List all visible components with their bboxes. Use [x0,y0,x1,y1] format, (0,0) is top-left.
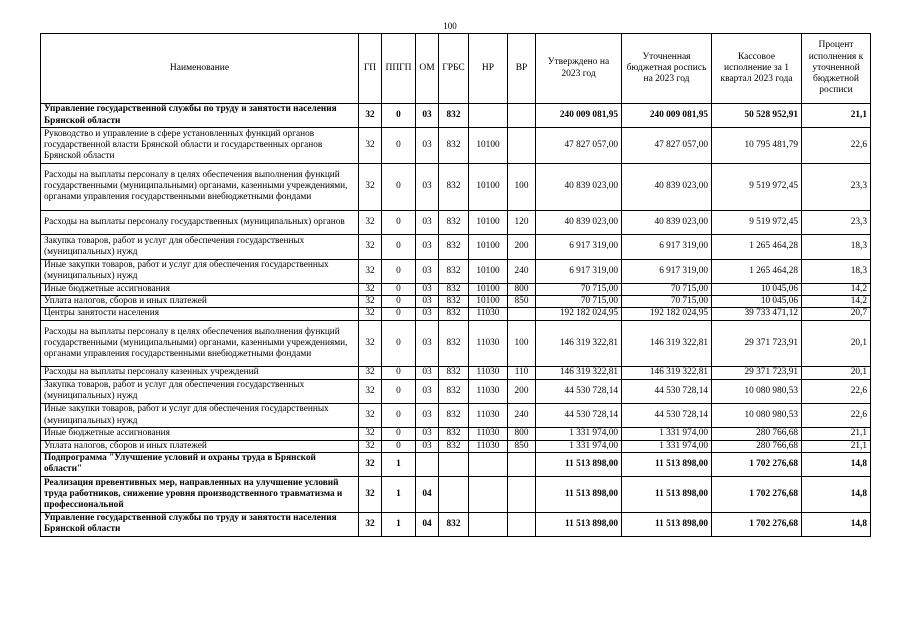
header-revised: Уточненная бюджетная роспись на 2023 год [622,34,712,104]
cell-grbs: 832 [439,128,469,164]
cell-om: 03 [416,163,439,210]
cell-ppgp: 0 [382,128,416,164]
cell-grbs: 832 [439,308,469,320]
cell-np: 10100 [469,163,508,210]
cell-vr: 200 [508,379,536,403]
cell-approved: 40 839 023,00 [536,163,622,210]
cell-approved: 44 530 728,14 [536,403,622,427]
cell-revised: 11 513 898,00 [622,477,712,513]
cell-ppgp: 1 [382,512,416,536]
table-row [41,379,871,403]
cell-gp: 32 [359,296,382,308]
cell-grbs [439,477,469,513]
cell-gp: 32 [359,283,382,295]
cell-gp: 32 [359,104,382,128]
table-row [41,403,871,427]
cell-grbs: 832 [439,403,469,427]
cell-om: 03 [416,320,439,367]
cell-om: 03 [416,296,439,308]
cell-np: 10100 [469,210,508,234]
cell-vr [508,477,536,513]
cell-np: 10100 [469,235,508,259]
cell-ppgp: 0 [382,320,416,367]
cell-name: Иные закупки товаров, работ и услуг для обеспечения государственных (муниципальных) нужд [41,259,359,283]
header-approved: Утверждено на 2023 год [536,34,622,104]
cell-vr [508,452,536,476]
cell-gp: 32 [359,235,382,259]
cell-percent: 18,3 [802,235,871,259]
cell-np: 11030 [469,403,508,427]
header-cash: Кассовое исполнение за 1 квартал 2023 года [712,34,802,104]
cell-ppgp: 0 [382,163,416,210]
cell-np: 11030 [469,320,508,367]
cell-approved: 40 839 023,00 [536,210,622,234]
cell-revised: 1 331 974,00 [622,428,712,440]
table-row [41,259,871,283]
cell-ppgp: 0 [382,104,416,128]
cell-gp: 32 [359,210,382,234]
cell-om: 04 [416,477,439,513]
cell-revised: 44 530 728,14 [622,403,712,427]
header-om: ОМ [416,34,439,104]
cell-gp: 32 [359,403,382,427]
cell-cash: 9 519 972,45 [712,163,802,210]
cell-grbs: 832 [439,320,469,367]
cell-ppgp: 0 [382,367,416,379]
header-percent: Процент исполнения к уточненной бюджетной росписи [802,34,871,104]
cell-cash: 280 766,68 [712,440,802,452]
table-row [41,477,871,513]
cell-grbs: 832 [439,379,469,403]
cell-vr: 800 [508,428,536,440]
cell-np: 11030 [469,440,508,452]
cell-om: 03 [416,283,439,295]
cell-gp: 32 [359,379,382,403]
cell-cash: 1 265 464,28 [712,259,802,283]
cell-approved: 146 319 322,81 [536,367,622,379]
cell-name: Руководство и управление в сфере установленных функций органов государственной власти Брянской области и государственных органов Брянской области [41,128,359,164]
cell-np: 10100 [469,296,508,308]
cell-revised: 40 839 023,00 [622,210,712,234]
header-name: Наименование [41,34,359,104]
cell-ppgp: 0 [382,210,416,234]
cell-name: Расходы на выплаты персоналу в целях обеспечения выполнения функций государственными (муниципальными) органами, казенными учреждениями, органами управления государственными внебюджетными фондами [41,163,359,210]
cell-name: Реализация превентивных мер, направленных на улучшение условий труда работников, снижение уровня производственного травматизма и профессиональной [41,477,359,513]
table-row [41,235,871,259]
cell-ppgp: 0 [382,440,416,452]
cell-np: 11030 [469,428,508,440]
table-row [41,210,871,234]
cell-name: Расходы на выплаты персоналу казенных учреждений [41,367,359,379]
cell-percent: 21,1 [802,104,871,128]
cell-vr: 110 [508,367,536,379]
cell-revised: 1 331 974,00 [622,440,712,452]
cell-approved: 70 715,00 [536,283,622,295]
budget-execution-table [40,33,871,537]
cell-ppgp: 0 [382,403,416,427]
cell-cash: 1 702 276,68 [712,512,802,536]
cell-percent: 21,1 [802,428,871,440]
cell-np: 10100 [469,259,508,283]
table-row [41,452,871,476]
cell-np [469,452,508,476]
cell-revised: 11 513 898,00 [622,452,712,476]
header-grbs: ГРБС [439,34,469,104]
cell-name: Подпрограмма "Улучшение условий и охраны труда в Брянской области" [41,452,359,476]
table-row [41,163,871,210]
cell-percent: 22,6 [802,128,871,164]
cell-approved: 146 319 322,81 [536,320,622,367]
cell-np: 11030 [469,308,508,320]
cell-grbs: 832 [439,259,469,283]
cell-om: 03 [416,259,439,283]
cell-gp: 32 [359,320,382,367]
cell-percent: 21,1 [802,440,871,452]
cell-vr [508,128,536,164]
cell-cash: 10 045,06 [712,296,802,308]
header-gp: ГП [359,34,382,104]
cell-ppgp: 0 [382,379,416,403]
cell-om: 03 [416,210,439,234]
cell-gp: 32 [359,428,382,440]
cell-vr: 240 [508,259,536,283]
cell-revised: 47 827 057,00 [622,128,712,164]
table-row [41,283,871,295]
cell-ppgp: 0 [382,296,416,308]
cell-cash: 1 702 276,68 [712,452,802,476]
cell-percent: 18,3 [802,259,871,283]
cell-np: 11030 [469,367,508,379]
cell-grbs: 832 [439,283,469,295]
cell-om: 03 [416,428,439,440]
cell-om: 03 [416,235,439,259]
cell-cash: 1 702 276,68 [712,477,802,513]
cell-cash: 29 371 723,91 [712,320,802,367]
cell-cash: 39 733 471,12 [712,308,802,320]
cell-percent: 23,3 [802,163,871,210]
cell-revised: 40 839 023,00 [622,163,712,210]
cell-percent: 23,3 [802,210,871,234]
cell-ppgp: 0 [382,259,416,283]
cell-ppgp: 0 [382,308,416,320]
header-row [41,34,871,104]
cell-gp: 32 [359,367,382,379]
cell-grbs: 832 [439,296,469,308]
cell-ppgp: 0 [382,428,416,440]
cell-grbs [439,452,469,476]
cell-om: 03 [416,367,439,379]
table-row [41,308,871,320]
cell-grbs: 832 [439,104,469,128]
cell-np: 10100 [469,283,508,295]
cell-ppgp: 1 [382,477,416,513]
cell-cash: 10 080 980,53 [712,379,802,403]
cell-gp: 32 [359,128,382,164]
cell-om: 03 [416,128,439,164]
cell-percent: 14,2 [802,296,871,308]
cell-grbs: 832 [439,512,469,536]
header-vr: ВР [508,34,536,104]
cell-ppgp: 1 [382,452,416,476]
cell-percent: 20,1 [802,367,871,379]
cell-gp: 32 [359,452,382,476]
cell-om: 03 [416,308,439,320]
table-body [41,104,871,537]
cell-cash: 280 766,68 [712,428,802,440]
cell-approved: 70 715,00 [536,296,622,308]
cell-vr: 800 [508,283,536,295]
cell-name: Иные бюджетные ассигнования [41,428,359,440]
cell-vr [508,512,536,536]
cell-np [469,477,508,513]
cell-approved: 44 530 728,14 [536,379,622,403]
cell-grbs: 832 [439,367,469,379]
cell-np: 11030 [469,379,508,403]
cell-revised: 70 715,00 [622,296,712,308]
cell-name: Иные бюджетные ассигнования [41,283,359,295]
cell-revised: 6 917 319,00 [622,235,712,259]
cell-grbs: 832 [439,440,469,452]
cell-approved: 192 182 024,95 [536,308,622,320]
cell-cash: 10 080 980,53 [712,403,802,427]
cell-grbs: 832 [439,428,469,440]
cell-name: Уплата налогов, сборов и иных платежей [41,440,359,452]
cell-name: Центры занятости населения [41,308,359,320]
cell-percent: 14,2 [802,283,871,295]
cell-percent: 14,8 [802,512,871,536]
cell-gp: 32 [359,308,382,320]
cell-percent: 14,8 [802,477,871,513]
table-row [41,428,871,440]
table-row [41,440,871,452]
cell-gp: 32 [359,163,382,210]
cell-revised: 146 319 322,81 [622,367,712,379]
cell-name: Закупка товаров, работ и услуг для обеспечения государственных (муниципальных) нужд [41,235,359,259]
cell-revised: 192 182 024,95 [622,308,712,320]
cell-om: 03 [416,379,439,403]
cell-name: Управление государственной службы по труду и занятости населения Брянской области [41,104,359,128]
table-row [41,296,871,308]
cell-vr [508,308,536,320]
cell-cash: 10 795 481,79 [712,128,802,164]
cell-approved: 11 513 898,00 [536,452,622,476]
table-row [41,367,871,379]
header-ppgp: ППГП [382,34,416,104]
cell-approved: 240 009 081,95 [536,104,622,128]
cell-approved: 6 917 319,00 [536,259,622,283]
cell-approved: 1 331 974,00 [536,440,622,452]
cell-cash: 50 528 952,91 [712,104,802,128]
cell-ppgp: 0 [382,283,416,295]
cell-gp: 32 [359,440,382,452]
table-row [41,128,871,164]
header-np: НР [469,34,508,104]
cell-om [416,452,439,476]
cell-revised: 240 009 081,95 [622,104,712,128]
cell-cash: 9 519 972,45 [712,210,802,234]
cell-revised: 11 513 898,00 [622,512,712,536]
cell-vr: 850 [508,296,536,308]
cell-cash: 1 265 464,28 [712,235,802,259]
cell-ppgp: 0 [382,235,416,259]
cell-approved: 11 513 898,00 [536,512,622,536]
cell-name: Закупка товаров, работ и услуг для обеспечения государственных (муниципальных) нужд [41,379,359,403]
cell-grbs: 832 [439,163,469,210]
cell-vr: 240 [508,403,536,427]
cell-grbs: 832 [439,210,469,234]
table-row [41,320,871,367]
cell-om: 03 [416,403,439,427]
cell-vr: 100 [508,163,536,210]
cell-vr [508,104,536,128]
table-row [41,104,871,128]
cell-approved: 47 827 057,00 [536,128,622,164]
cell-np: 10100 [469,128,508,164]
cell-revised: 70 715,00 [622,283,712,295]
cell-name: Уплата налогов, сборов и иных платежей [41,296,359,308]
cell-cash: 10 045,06 [712,283,802,295]
table-row [41,512,871,536]
cell-revised: 6 917 319,00 [622,259,712,283]
cell-name: Расходы на выплаты персоналу государственных (муниципальных) органов [41,210,359,234]
cell-name: Иные закупки товаров, работ и услуг для обеспечения государственных (муниципальных) нужд [41,403,359,427]
cell-vr: 120 [508,210,536,234]
cell-grbs: 832 [439,235,469,259]
cell-revised: 44 530 728,14 [622,379,712,403]
cell-om: 03 [416,440,439,452]
cell-name: Управление государственной службы по труду и занятости населения Брянской области [41,512,359,536]
cell-percent: 14,8 [802,452,871,476]
cell-om: 04 [416,512,439,536]
cell-np [469,104,508,128]
cell-gp: 32 [359,512,382,536]
cell-gp: 32 [359,477,382,513]
cell-approved: 1 331 974,00 [536,428,622,440]
cell-cash: 29 371 723,91 [712,367,802,379]
cell-om: 03 [416,104,439,128]
cell-vr: 200 [508,235,536,259]
cell-percent: 22,6 [802,403,871,427]
cell-approved: 11 513 898,00 [536,477,622,513]
cell-name: Расходы на выплаты персоналу в целях обеспечения выполнения функций государственными (муниципальными) органами, казенными учреждениями, органами управления государственными внебюджетными фондами [41,320,359,367]
cell-gp: 32 [359,259,382,283]
page-number: 100 [443,21,457,31]
cell-vr: 850 [508,440,536,452]
cell-revised: 146 319 322,81 [622,320,712,367]
cell-vr: 100 [508,320,536,367]
cell-percent: 22,6 [802,379,871,403]
cell-percent: 20,1 [802,320,871,367]
cell-percent: 20,7 [802,308,871,320]
cell-np [469,512,508,536]
cell-approved: 6 917 319,00 [536,235,622,259]
